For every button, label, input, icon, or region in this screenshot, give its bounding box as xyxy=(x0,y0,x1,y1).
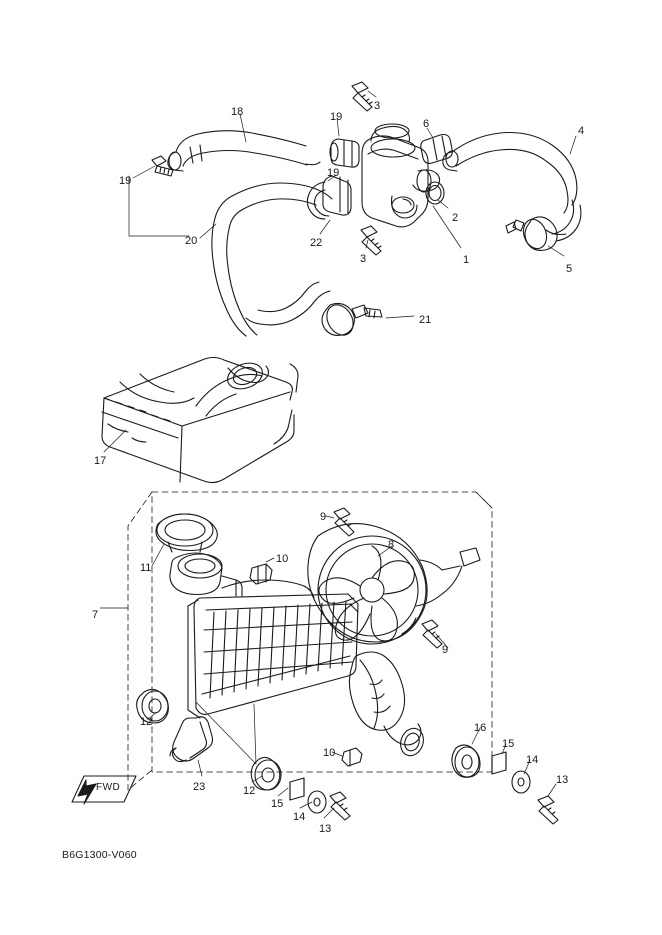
callout-15-lower: 15 xyxy=(271,798,284,810)
pipe-22-bracket xyxy=(307,176,351,219)
bolt-13-right xyxy=(538,796,558,824)
callout-23: 23 xyxy=(193,781,206,793)
fwd-direction-label: FWD xyxy=(96,782,121,793)
radiator-core-7 xyxy=(188,580,358,718)
callout-1: 1 xyxy=(463,254,470,266)
bracket-10-lower xyxy=(342,748,362,766)
pipe-19-upper xyxy=(330,139,359,167)
callout-11: 11 xyxy=(140,562,152,574)
callout-5: 5 xyxy=(566,263,573,275)
radiator-filler-neck xyxy=(170,553,242,596)
bolt-9-upper xyxy=(334,508,354,536)
hose-18 xyxy=(168,131,320,171)
bracket-23 xyxy=(170,717,213,762)
callout-6: 6 xyxy=(423,118,430,130)
clamp-21 xyxy=(322,300,382,340)
hose-20 xyxy=(212,183,332,336)
callout-9-lower: 9 xyxy=(442,644,449,656)
callout-13-right: 13 xyxy=(556,774,569,786)
bolt-3-upper xyxy=(352,82,372,111)
callout-19-left: 19 xyxy=(119,175,132,187)
callout-10-upper: 10 xyxy=(276,553,289,565)
hose-4 xyxy=(443,133,581,242)
leader-lines-top xyxy=(129,91,576,318)
callout-19-mid: 19 xyxy=(327,167,340,179)
callout-2: 2 xyxy=(452,212,459,224)
callout-22: 22 xyxy=(310,237,323,249)
union-joint-6 xyxy=(421,135,453,164)
assembly-dashed-outline-7 xyxy=(128,492,492,790)
washer-14-lower xyxy=(308,791,326,813)
callout-19-upper: 19 xyxy=(330,111,343,123)
o-ring-seal xyxy=(426,182,444,204)
collar-15-right xyxy=(492,752,506,774)
callout-17: 17 xyxy=(94,455,107,467)
collar-15-lower xyxy=(290,778,304,800)
callout-3-lower: 3 xyxy=(360,253,367,265)
callout-20: 20 xyxy=(185,235,198,247)
callout-14-right: 14 xyxy=(526,754,539,766)
callout-7: 7 xyxy=(92,609,99,621)
callout-13-lower: 13 xyxy=(319,823,332,835)
leader-lines-bottom xyxy=(100,516,556,818)
callout-14-lower: 14 xyxy=(293,811,306,823)
air-duct-cover-17 xyxy=(102,358,298,483)
callout-15-right: 15 xyxy=(502,738,515,750)
bolt-9-lower xyxy=(422,620,442,648)
callout-4: 4 xyxy=(578,125,585,137)
washer-14-right xyxy=(512,771,530,793)
callout-18: 18 xyxy=(231,106,244,118)
callout-9-upper: 9 xyxy=(320,511,327,523)
radiator-cap-11 xyxy=(156,514,217,552)
bolt-13-lower xyxy=(330,792,350,820)
callout-10-lower: 10 xyxy=(323,747,336,759)
diagram-code: B6G1300-V060 xyxy=(62,849,137,861)
callout-12-lower: 12 xyxy=(243,785,256,797)
radiator-outlet-tank xyxy=(349,652,427,759)
mount-16 xyxy=(452,745,480,777)
bolt-3-lower xyxy=(361,226,381,255)
callout-16: 16 xyxy=(474,722,487,734)
callout-8: 8 xyxy=(388,539,395,551)
callout-3-upper: 3 xyxy=(374,100,381,112)
callout-21: 21 xyxy=(419,314,432,326)
callout-12-left: 12 xyxy=(140,716,153,728)
